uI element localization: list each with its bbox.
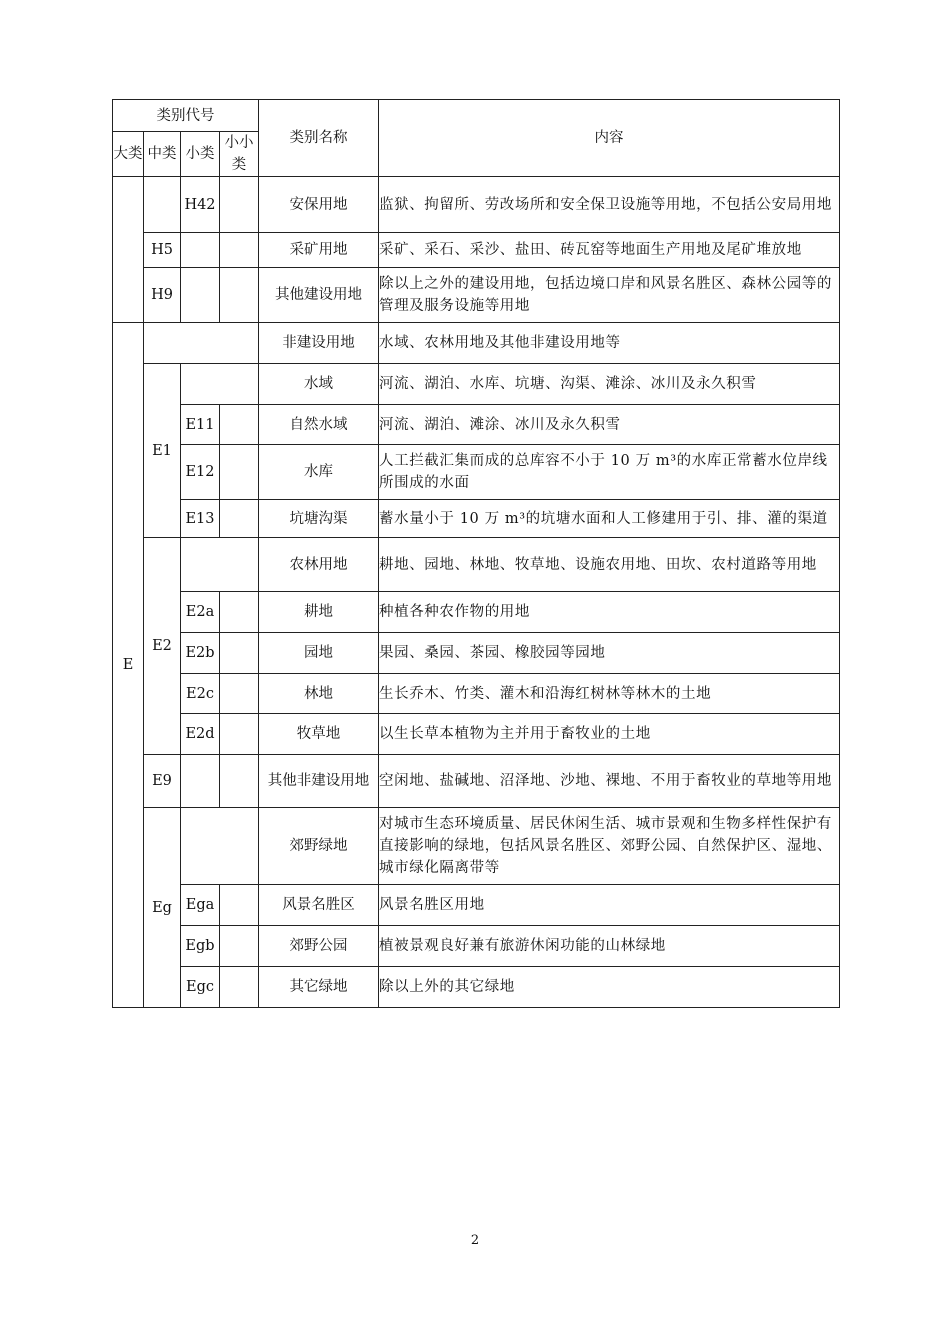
- code-minor: E11: [181, 405, 220, 445]
- category-name: 自然水域: [259, 405, 379, 445]
- category-content: 植被景观良好兼有旅游休闲功能的山林绿地: [379, 926, 840, 967]
- category-content: 以生长草本植物为主并用于畜牧业的土地: [379, 714, 840, 755]
- land-use-classification-table: [112, 99, 840, 1008]
- table-row: [113, 405, 840, 445]
- header-minor: 小类: [181, 132, 220, 177]
- page-number: 2: [470, 1233, 480, 1248]
- category-name: 郊野公园: [259, 926, 379, 967]
- code-minor: Egc: [181, 967, 220, 1008]
- table-row: [113, 592, 840, 633]
- table-row: [113, 755, 840, 808]
- category-name: 园地: [259, 633, 379, 674]
- major-cell-empty: [113, 177, 144, 323]
- category-name: 耕地: [259, 592, 379, 633]
- category-name: 水库: [259, 445, 379, 500]
- category-name: 其他非建设用地: [259, 755, 379, 808]
- category-content: 风景名胜区用地: [379, 885, 840, 926]
- table-row: [113, 177, 840, 233]
- header-code-group: 类别代号: [113, 100, 259, 132]
- category-name: 风景名胜区: [259, 885, 379, 926]
- table-row: [113, 538, 840, 592]
- header-subminor: 小小类: [220, 132, 259, 177]
- header-major: 大类: [113, 132, 144, 177]
- code-minor: E2a: [181, 592, 220, 633]
- category-name: 其他建设用地: [259, 268, 379, 323]
- category-content: 生长乔木、竹类、灌木和沿海红树林等林木的土地: [379, 674, 840, 714]
- category-content: 对城市生态环境质量、居民休闲生活、城市景观和生物多样性保护有直接影响的绿地，包括风景名胜区、郊野公园、自然保护区、湿地、城市绿化隔离带等: [379, 808, 840, 885]
- table-row: [113, 885, 840, 926]
- category-name: 水域: [259, 364, 379, 405]
- category-content: 监狱、拘留所、劳改场所和安全保卫设施等用地，不包括公安局用地: [379, 177, 840, 233]
- category-name: 坑塘沟渠: [259, 500, 379, 538]
- category-name: 安保用地: [259, 177, 379, 233]
- category-content: 除以上外的其它绿地: [379, 967, 840, 1008]
- code-minor: E2b: [181, 633, 220, 674]
- table-row: [113, 674, 840, 714]
- category-content: 人工拦截汇集而成的总库容不小于 10 万 m³的水库正常蓄水位岸线所围成的水面: [379, 445, 840, 500]
- code-minor: E2c: [181, 674, 220, 714]
- code-minor: Egb: [181, 926, 220, 967]
- code-minor: Ega: [181, 885, 220, 926]
- category-name: 采矿用地: [259, 233, 379, 268]
- code-medium: Eg: [144, 808, 181, 1008]
- table-row: [113, 967, 840, 1008]
- code-minor: E12: [181, 445, 220, 500]
- table-row: [113, 633, 840, 674]
- category-content: 河流、湖泊、水库、坑塘、沟渠、滩涂、冰川及永久积雪: [379, 364, 840, 405]
- category-name: 林地: [259, 674, 379, 714]
- table-row: [113, 233, 840, 268]
- code-major: E: [113, 323, 144, 1008]
- header-name: 类别名称: [259, 100, 379, 177]
- code-minor: E13: [181, 500, 220, 538]
- category-name: 其它绿地: [259, 967, 379, 1008]
- category-content: 采矿、采石、采沙、盐田、砖瓦窑等地面生产用地及尾矿堆放地: [379, 233, 840, 268]
- category-name: 牧草地: [259, 714, 379, 755]
- table-row: [113, 926, 840, 967]
- table-row: [113, 445, 840, 500]
- code-medium: E2: [144, 538, 181, 755]
- code-minor: E2d: [181, 714, 220, 755]
- category-content: 耕地、园地、林地、牧草地、设施农用地、田坎、农村道路等用地: [379, 538, 840, 592]
- category-content: 水域、农林用地及其他非建设用地等: [379, 323, 840, 364]
- table-row: [113, 808, 840, 885]
- code-medium: H5: [144, 233, 181, 268]
- code-medium: H9: [144, 268, 181, 323]
- code-medium: E9: [144, 755, 181, 808]
- category-name: 非建设用地: [259, 323, 379, 364]
- table-row: [113, 500, 840, 538]
- table-row: [113, 268, 840, 323]
- category-content: 蓄水量小于 10 万 m³的坑塘水面和人工修建用于引、排、灌的渠道: [379, 500, 840, 538]
- category-name: 农林用地: [259, 538, 379, 592]
- category-content: 种植各种农作物的用地: [379, 592, 840, 633]
- category-content: 空闲地、盐碱地、沼泽地、沙地、裸地、不用于畜牧业的草地等用地: [379, 755, 840, 808]
- category-name: 郊野绿地: [259, 808, 379, 885]
- category-content: 河流、湖泊、滩涂、冰川及永久积雪: [379, 405, 840, 445]
- code-minor: H42: [181, 177, 220, 233]
- table-row: [113, 714, 840, 755]
- header-content: 内容: [379, 100, 840, 177]
- table-row: [113, 323, 840, 364]
- header-medium: 中类: [144, 132, 181, 177]
- code-medium: E1: [144, 364, 181, 538]
- table-row: [113, 364, 840, 405]
- category-content: 除以上之外的建设用地，包括边境口岸和风景名胜区、森林公园等的管理及服务设施等用地: [379, 268, 840, 323]
- category-content: 果园、桑园、茶园、橡胶园等园地: [379, 633, 840, 674]
